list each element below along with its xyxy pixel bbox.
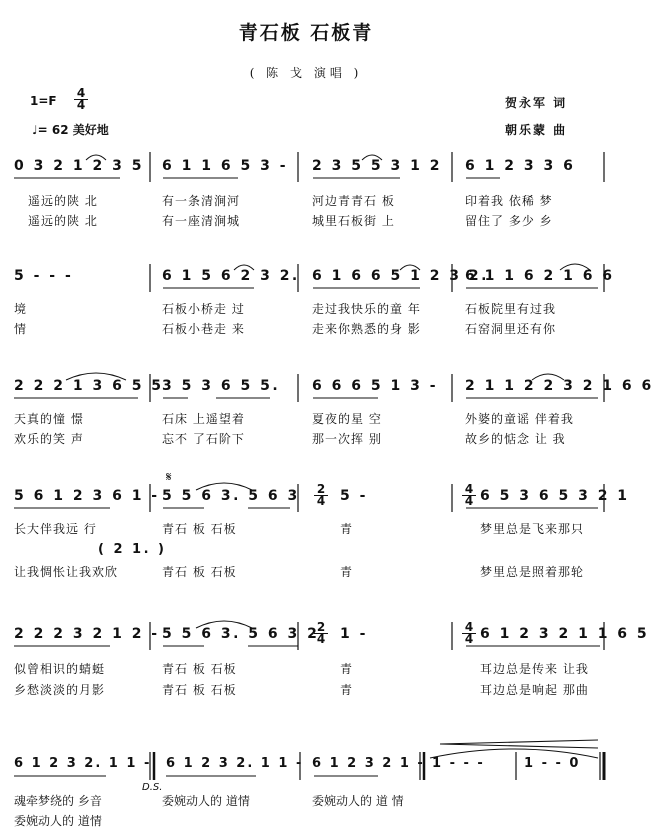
- lyric-line: 委婉动人的 道情: [162, 794, 250, 808]
- lyric-line: 石床 上遥望着: [162, 412, 245, 426]
- lyric-line: 天真的憧 憬: [14, 412, 84, 426]
- lyric-line: 青石 板 石板: [162, 683, 237, 697]
- measure-notes: 6 1 6 6 5 1 2 3 2.: [312, 268, 489, 284]
- lyric-line: 夏夜的星 空: [312, 412, 382, 426]
- lyric-line: 河边青青石 板: [312, 194, 395, 208]
- quarter-note-icon: ♩: [32, 123, 38, 137]
- lyric-line: 乡愁淡淡的月影: [14, 683, 106, 697]
- time-signature-change: $\frac{4}{4}$: [462, 484, 476, 507]
- composer-credit: 朝乐蒙 曲: [505, 123, 568, 137]
- singer-credit: ( 陈 戈 演唱 ): [249, 66, 363, 80]
- measure-notes: 2 1 1 2 2 3 2 1 6 6: [465, 378, 654, 394]
- tempo-text: = 62 美好地: [37, 123, 109, 137]
- lyric-line: 留住了 多少 乡: [465, 214, 553, 228]
- lyric-line: 有一条清涧河: [162, 194, 241, 208]
- lyric-line: 那一次挥 别: [312, 432, 382, 446]
- measure-notes: 1 -: [340, 626, 368, 642]
- measure-notes: 1 - - -: [432, 756, 485, 771]
- lyric-line: 境: [14, 302, 28, 316]
- lyric-line: 委婉动人的 道 情: [312, 794, 404, 808]
- measure-notes: 6 1 2 3 2 1 -: [312, 756, 425, 771]
- measure-notes: 0 3 2 1 2 3 5: [14, 158, 144, 174]
- lyric-line: 欢乐的笑 声: [14, 432, 84, 446]
- lyric-line: 外婆的童谣 伴着我: [465, 412, 574, 426]
- measure-notes: 2 2 2 1 3 6 5 5: [14, 378, 164, 394]
- time-signature-top: 4: [76, 86, 86, 100]
- alternate-ending: ( 2 1. ): [98, 542, 167, 557]
- measure-notes: 6 1 5 6 2 3 2.: [162, 268, 300, 284]
- measure-notes: 5 - - -: [14, 268, 74, 284]
- lyric-line: 青: [340, 662, 354, 676]
- time-signature-bottom: 4: [74, 99, 88, 111]
- lyric-line: 青石 板 石板: [162, 522, 237, 536]
- lyric-line: 遥远的陕 北: [28, 194, 98, 208]
- key-signature: 1=F: [30, 94, 57, 108]
- lyric-line: 青石 板 石板: [162, 565, 237, 579]
- lyric-line: 城里石板街 上: [312, 214, 395, 228]
- lyric-line: 委婉动人的 道情: [14, 814, 102, 828]
- lyric-line: 似曾相识的蜻蜓: [14, 662, 106, 676]
- measure-notes: 1 - - 0: [524, 756, 581, 771]
- lyric-line: 走过我快乐的童 年: [312, 302, 421, 316]
- time-signature-change: $\frac{4}{4}$: [462, 622, 476, 645]
- lyric-line: 走来你熟悉的身 影: [312, 322, 421, 336]
- measure-notes: 6 1 1 6 5 3 -: [162, 158, 289, 174]
- lyric-line: 石窑洞里还有你: [465, 322, 557, 336]
- lyric-line: 长大伴我远 行: [14, 522, 97, 536]
- lyric-line: 魂牵梦绕的 乡音: [14, 794, 102, 808]
- lyricist-credit: 贺永军 词: [505, 96, 568, 110]
- lyric-line: 梦里总是照着那轮: [480, 565, 585, 579]
- lyric-line: 青: [340, 522, 354, 536]
- lyric-line: 故乡的惦念 让 我: [465, 432, 566, 446]
- lyric-line: 石板小桥走 过: [162, 302, 245, 316]
- lyric-line: 有一座清涧城: [162, 214, 241, 228]
- lyric-line: 耳边总是响起 那曲: [480, 683, 589, 697]
- lyric-line: 让我惆怅让我欢欣: [14, 565, 119, 579]
- time-signature-change: $\frac{2}{4}$: [314, 484, 328, 507]
- time-signature-change: $\frac{2}{4}$: [314, 622, 328, 645]
- lyric-line: 情: [14, 322, 28, 336]
- measure-notes: 2 3 5 5 3 1 2: [312, 158, 442, 174]
- measure-notes: 3 5 3 6 5 5.: [162, 378, 281, 394]
- measure-notes: 6 5 3 6 5 3 2 1: [480, 488, 630, 504]
- crescendo-line: [440, 744, 598, 748]
- crescendo-line: [440, 740, 598, 744]
- lyric-line: 青: [340, 683, 354, 697]
- measure-notes: 5 6 1 2 3 6 1 -: [14, 488, 160, 504]
- lyric-line: 梦里总是飞来那只: [480, 522, 585, 536]
- measure-notes: 6 1 2 3 2 1 1 6 5: [480, 626, 650, 642]
- measure-notes: 6 1 1 6 2 1 6 6: [465, 268, 615, 284]
- lyric-line: 忘不 了石阶下: [162, 432, 245, 446]
- measure-notes: 5 -: [340, 488, 368, 504]
- lyric-line: 耳边总是传来 让我: [480, 662, 589, 676]
- segno-icon: 𝄋: [166, 470, 172, 485]
- measure-notes: 5 5 6 3. 5 6 3: [162, 488, 300, 504]
- song-title: 青石板 石板青: [238, 22, 374, 44]
- measure-notes: 6 1 2 3 2. 1 1 -: [14, 756, 152, 771]
- lyric-line: 印着我 依稀 梦: [465, 194, 553, 208]
- lyric-line: 石板小巷走 来: [162, 322, 245, 336]
- dal-segno-marking: D.S.: [142, 782, 163, 793]
- measure-notes: 5 5 6 3. 5 6 3 2: [162, 626, 320, 642]
- lyric-line: 遥远的陕 北: [28, 214, 98, 228]
- measure-notes: 6 1 2 3 3 6: [465, 158, 576, 174]
- measure-notes: 6 1 2 3 2. 1 1 -: [166, 756, 304, 771]
- lyric-line: 石板院里有过我: [465, 302, 557, 316]
- measure-notes: 6 6 6 5 1 3 -: [312, 378, 439, 394]
- measure-notes: 2 2 2 3 2 1 2 -: [14, 626, 160, 642]
- lyric-line: 青石 板 石板: [162, 662, 237, 676]
- lyric-line: 青: [340, 565, 354, 579]
